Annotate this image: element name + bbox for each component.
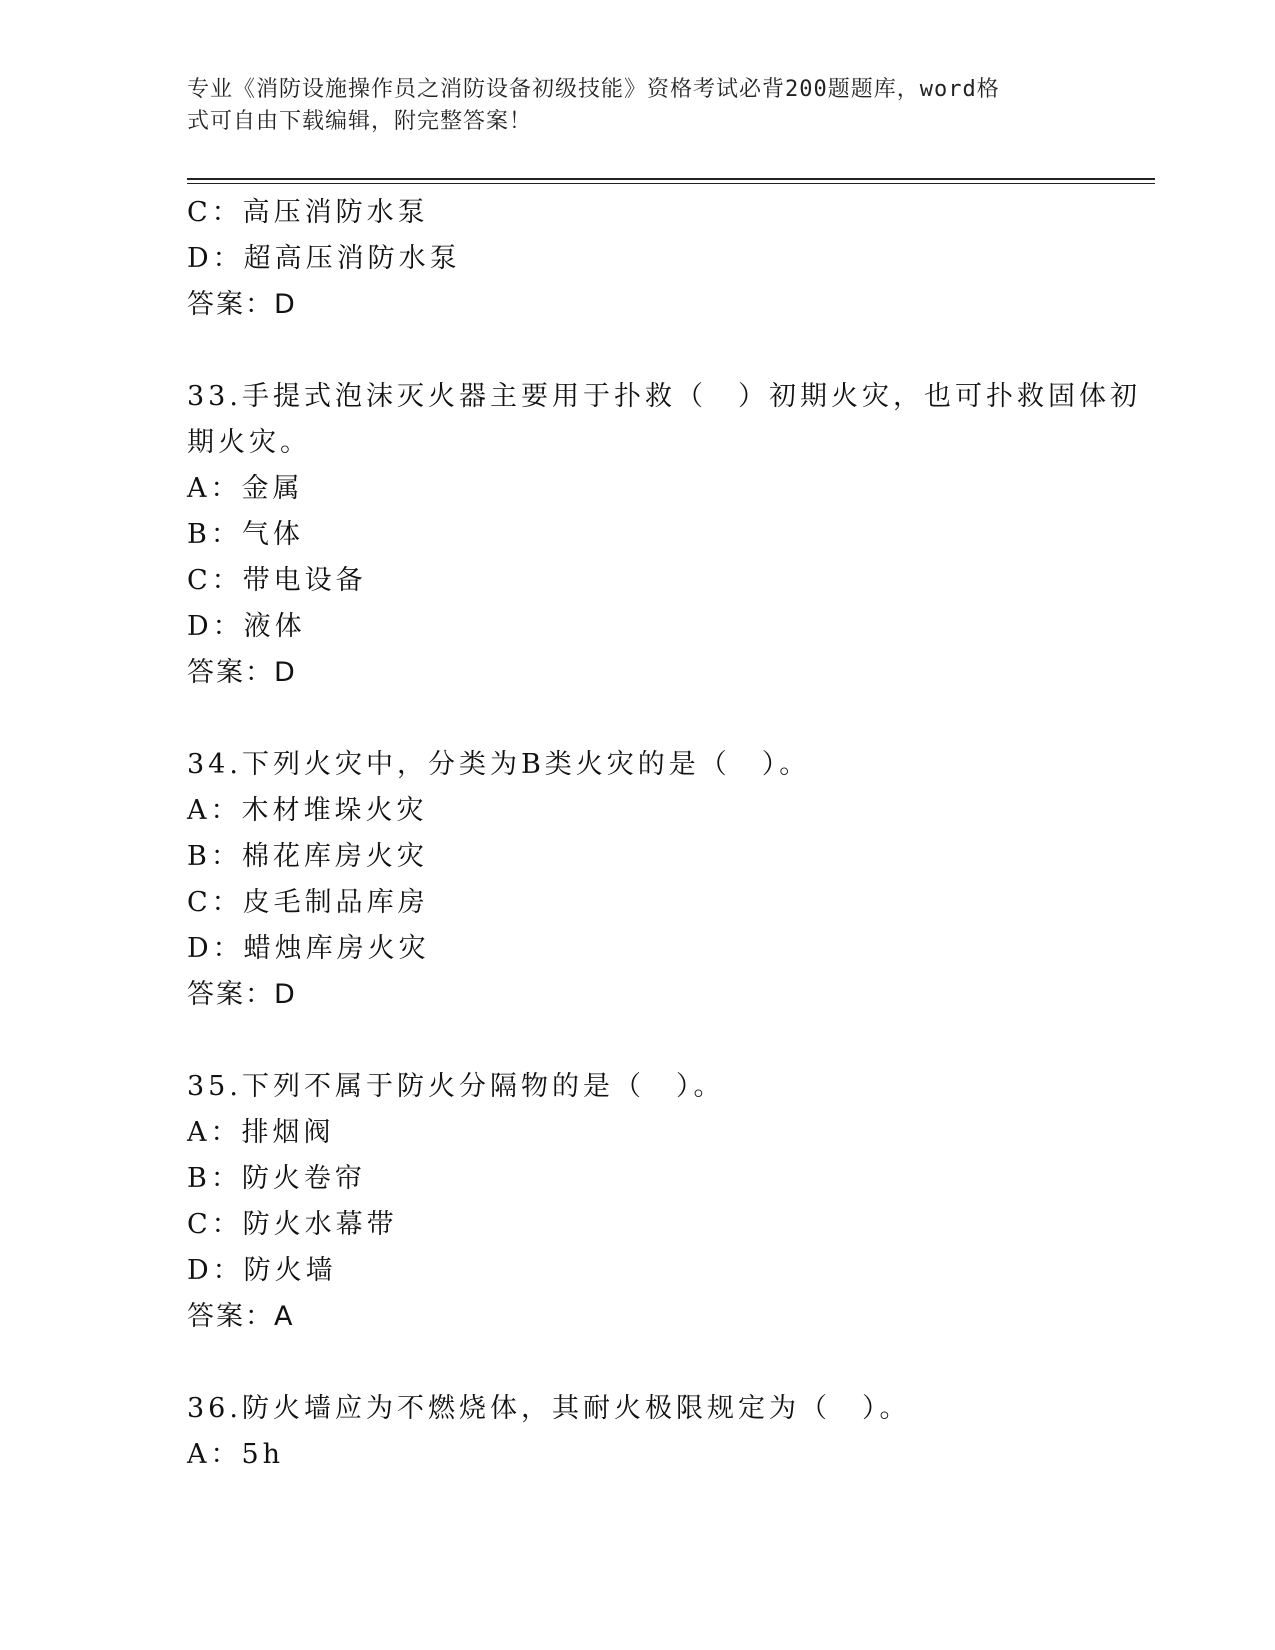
option-c: C：皮毛制品库房 — [187, 887, 429, 918]
option-c: C：带电设备 — [187, 565, 367, 596]
header-line-2: 式可自由下载编辑，附完整答案！ — [187, 109, 533, 134]
spacer — [187, 1018, 1087, 1064]
answer: 答案：D — [187, 979, 297, 1010]
question-35 — [187, 1064, 1087, 1340]
question-36 — [187, 1386, 1087, 1478]
option-a: A：5h — [187, 1439, 285, 1470]
spacer — [187, 1340, 1087, 1386]
option-a: A：木材堆垛火灾 — [187, 795, 428, 826]
header-line-1: 专业《消防设施操作员之消防设备初级技能》资格考试必背200题题库，word格 — [187, 77, 1000, 102]
question-stem: 33.手提式泡沫灭火器主要用于扑救（ ）初期火灾，也可扑救固体初 — [187, 381, 1141, 412]
spacer — [187, 696, 1087, 742]
question-34 — [187, 742, 1087, 1018]
option-d: D：液体 — [187, 611, 306, 642]
answer: 答案：A — [187, 1301, 295, 1332]
question-33 — [187, 374, 1141, 696]
header-rule-thick — [187, 178, 1155, 180]
option-d: D：防火墙 — [187, 1255, 337, 1286]
option-b: B：棉花库房火灾 — [187, 841, 428, 872]
question-stem: 36.防火墙应为不燃烧体，其耐火极限规定为（ ）。 — [187, 1393, 911, 1424]
answer: 答案：D — [187, 289, 297, 320]
option-b: B：气体 — [187, 519, 304, 550]
spacer — [187, 328, 1087, 374]
option-c: C：高压消防水泵 — [187, 197, 429, 228]
question-32-continued — [187, 190, 1087, 328]
question-stem: 35.下列不属于防火分隔物的是（ ）。 — [187, 1071, 725, 1102]
header-rule-thin — [187, 183, 1155, 184]
option-a: A：排烟阀 — [187, 1117, 335, 1148]
option-d: D：超高压消防水泵 — [187, 243, 461, 274]
option-c: C：防火水幕带 — [187, 1209, 398, 1240]
question-stem: 34.下列火灾中，分类为B类火灾的是（ ）。 — [187, 749, 811, 780]
question-stem-continued: 期火灾。 — [187, 427, 311, 458]
document-header — [187, 74, 1067, 138]
option-b: B：防火卷帘 — [187, 1163, 366, 1194]
option-a: A：金属 — [187, 473, 304, 504]
option-d: D：蜡烛库房火灾 — [187, 933, 430, 964]
question-list — [187, 190, 1141, 1478]
answer: 答案：D — [187, 657, 297, 688]
